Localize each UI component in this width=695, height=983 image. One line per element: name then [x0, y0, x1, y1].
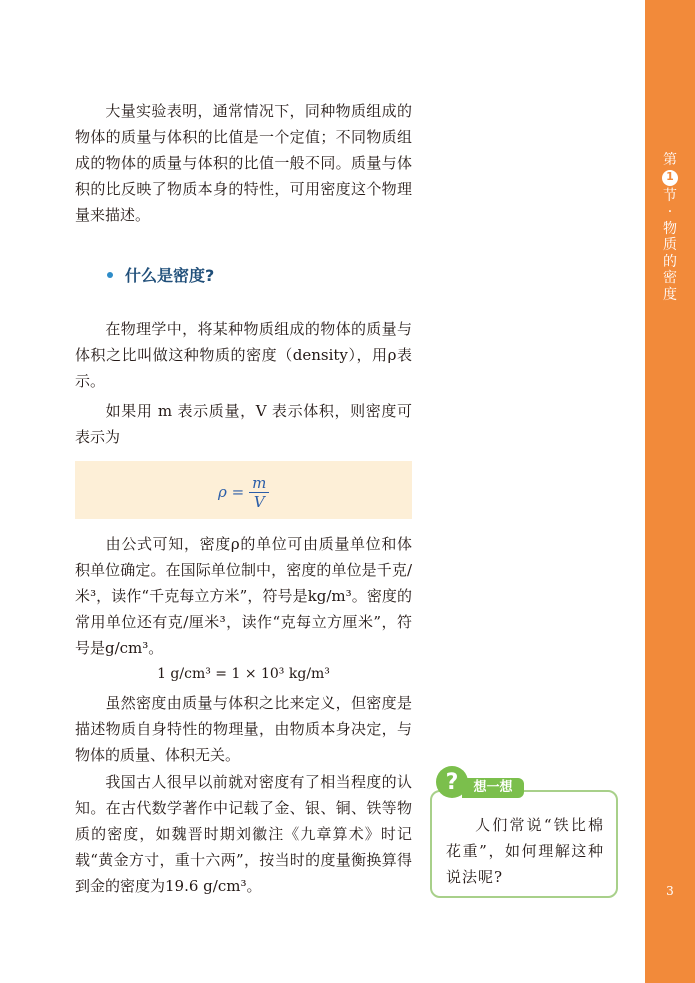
definition-paragraph — [75, 316, 412, 394]
units-paragraph — [75, 531, 412, 661]
section-title-char: 质 — [663, 237, 677, 253]
chapter-sidebar — [645, 0, 695, 983]
unit-conversion-equation: 1 g/cm³ = 1 × 10³ kg/m³ — [157, 666, 330, 682]
page-number: 3 — [666, 884, 674, 898]
intro-paragraph — [75, 98, 412, 228]
intro-text: 大量实验表明，通常情况下，同种物质组成的物体的质量与体积的比值是一个定值；不同物质组成的物体的质量与体积的比值一般不同。质量与体积的比反映了物质本身的特性，可用密度这个物理量来描述。 — [75, 102, 412, 224]
formula-fraction — [249, 474, 269, 511]
symbols-paragraph — [75, 398, 412, 450]
definition-text: 在物理学中，将某种物质组成的物体的质量与体积之比叫做这种物质的密度（density），用ρ表示。 — [75, 320, 412, 390]
chapter-prefix: 第 — [663, 152, 677, 168]
section-title-char: 度 — [663, 286, 677, 303]
formula-lhs: ρ = — [218, 483, 245, 501]
property-text: 虽然密度由质量与体积之比来定义，但密度是描述物质自身特性的物理量，由物质本身决定，与物体的质量、体积无关。 — [75, 694, 412, 764]
section-title-char: 物 — [663, 220, 677, 237]
density-formula — [218, 472, 269, 512]
section-title-char: 密 — [663, 270, 677, 286]
think-label: 想一想 — [462, 778, 524, 798]
section-title-char: 的 — [663, 253, 677, 270]
chapter-title — [645, 152, 695, 303]
question-mark-icon: ? — [436, 766, 468, 798]
think-question-text: 人们常说“铁比棉花重”，如何理解这种说法呢? — [446, 816, 604, 886]
symbols-text: 如果用 m 表示质量，V 表示体积，则密度可表示为 — [75, 402, 412, 446]
history-paragraph — [75, 769, 412, 899]
section-heading — [107, 263, 214, 286]
chapter-number-badge: 1 — [662, 170, 678, 186]
section-heading-text: 什么是密度? — [125, 266, 215, 285]
chapter-suffix: 节 — [663, 187, 677, 204]
history-text: 我国古人很早以前就对密度有了相当程度的认知。在古代数学著作中记载了金、银、铜、铁等物质的密度，如魏晋时期刘徽注《九章算术》时记载“黄金方寸，重十六两”，按当时的度量衡换算得到金的密度为19.6 g/cm³。 — [75, 773, 412, 895]
formula-denominator: V — [253, 492, 265, 511]
formula-numerator: m — [249, 474, 269, 493]
bullet-dot-icon — [107, 272, 113, 278]
think-question — [446, 812, 604, 890]
units-text: 由公式可知，密度ρ的单位可由质量单位和体积单位确定。在国际单位制中，密度的单位是千克/米³，读作“千克每立方米”，符号是kg/m³。密度的常用单位还有克/厘米³，读作“克每立方厘米”，符号是g/cm³。 — [75, 535, 412, 657]
title-separator: · — [667, 204, 673, 220]
property-paragraph — [75, 690, 412, 768]
